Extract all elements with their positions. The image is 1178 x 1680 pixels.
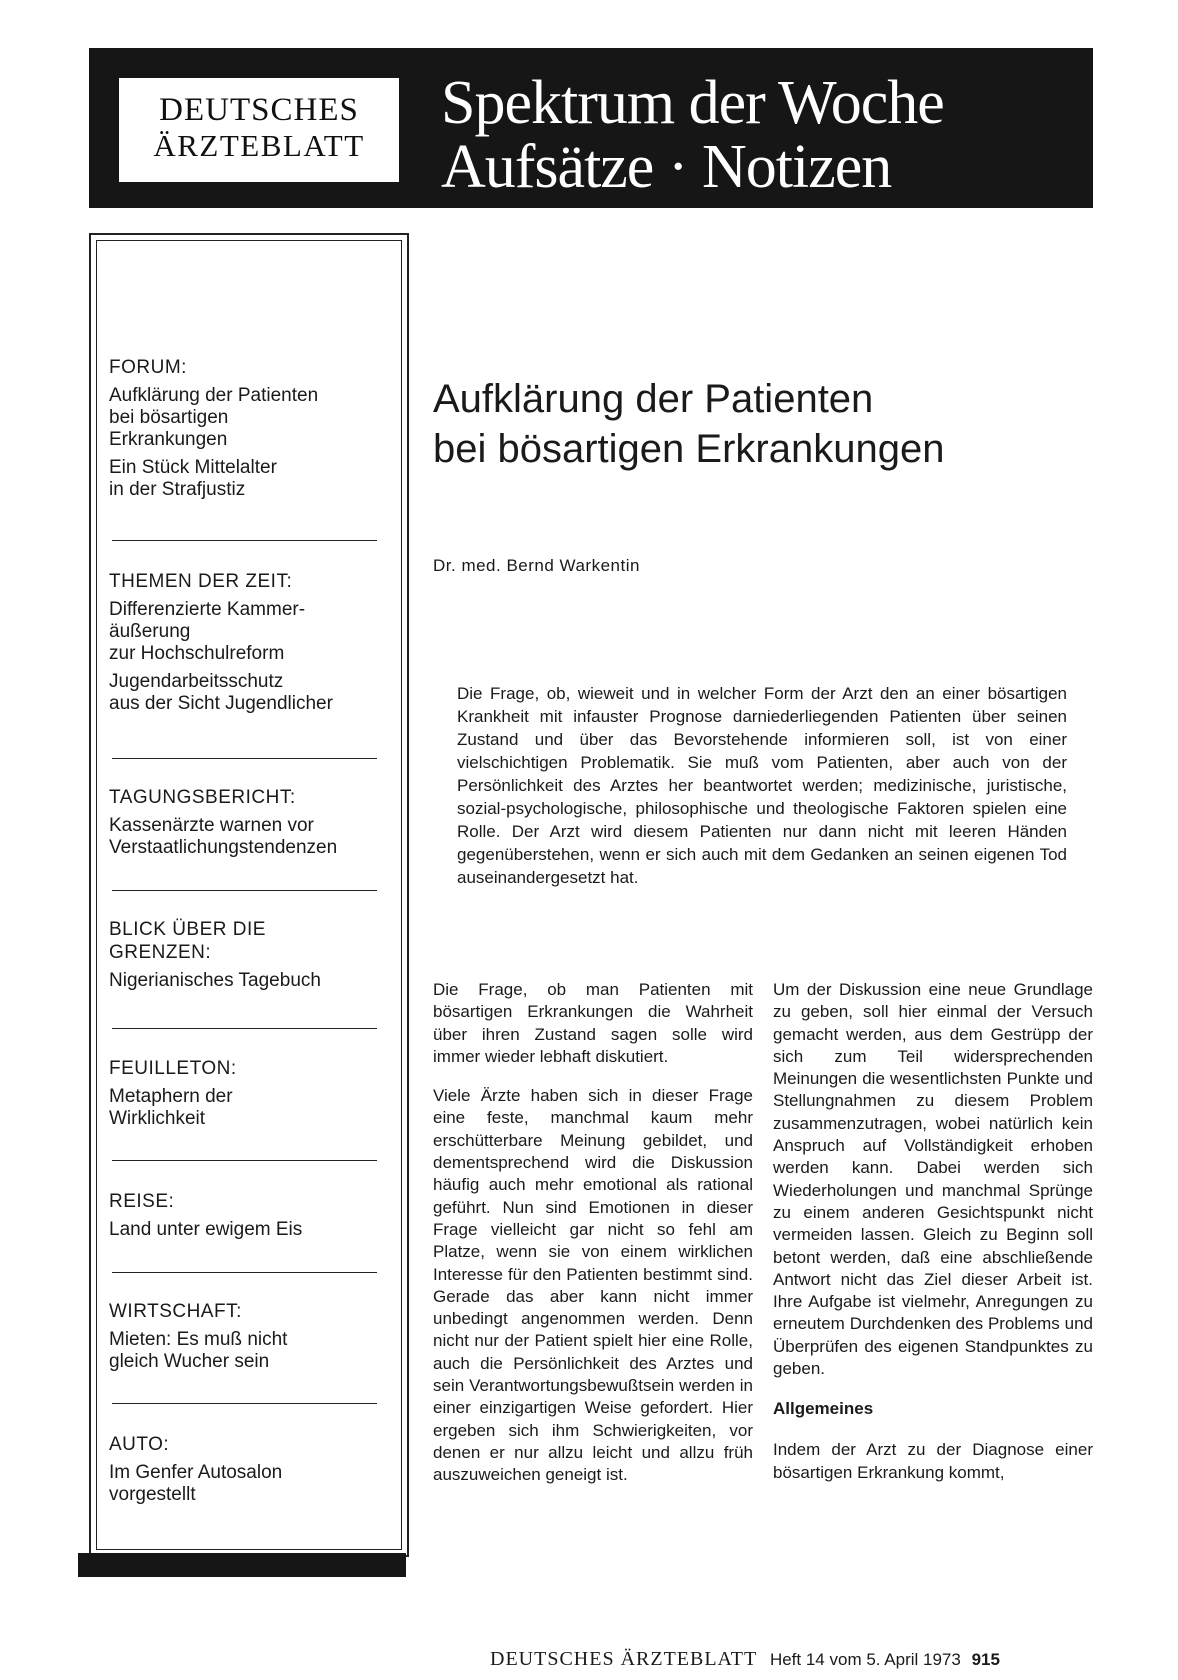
article-lead: Die Frage, ob, wieweit und in welcher Form der Arzt den an einer bösartigen Krankheit mit infauster Prognose darniederliegenden Patienten über seinen Zustand und über das Bevorstehende informieren soll, ist von einer vielschichtigen Problematik. Sie muß vom Patienten, aber auch von der Persönlichkeit des Arztes her beantwortet werden; medizinische, juristische, sozial-psychologische, philosophische und theologische Faktoren spielen eine Rolle. Der Arzt wird diesem Patienten nur dann nicht mit leeren Händen gegenüberstehen, wenn er sich auch mit dem Gedanken an seinen eigenen Tod auseinandergesetzt hat. — [457, 684, 1067, 887]
item-line: Nigerianisches Tagebuch — [109, 970, 321, 991]
logo-line-1: DEUTSCHES — [159, 92, 359, 128]
item-line: in der Strafjustiz — [109, 479, 246, 500]
section-label: BLICK ÜBER DIE GRENZEN: — [109, 919, 266, 963]
logo-line-2: ÄRZTEBLATT — [153, 128, 365, 163]
contents-item[interactable] — [109, 1219, 389, 1241]
paragraph: Viele Ärzte haben sich in dieser Frage eine feste, manchmal kaum mehr erschütterbare Meinung gebildet, und dementsprechend wird die Diskussion häufig auch mehr emotional als rational geführt. Nun sind Emotionen in dieser Frage vielleicht gar nicht so fehl am Platze, wenn sie von einem wirklichen Interesse für den Patienten bestimmt sind. Gerade das aber kann nicht immer unbedingt angenommen werden. Denn nicht nur der Patient spielt hier eine Rolle, auch die Persönlichkeit des Arztes und sein Verantwortungsbewußtsein werden in einer einzigartigen Weise gefordert. Hier ergeben sich ihm Schwierigkeiten, vor denen er nur allzu leicht und allzu früh auszuweichen geneigt ist. — [433, 1086, 753, 1485]
item-line: Land unter ewigem Eis — [109, 1219, 303, 1240]
article-column-1 — [433, 979, 753, 1504]
section-heading: Allgemeines — [773, 1399, 874, 1419]
contents-item[interactable] — [109, 1329, 389, 1373]
contents-item[interactable] — [109, 970, 389, 992]
item-line: bei bösartigen — [109, 407, 229, 428]
article-title-line-2: bei bösartigen Erkrankungen — [433, 427, 945, 471]
contents-item[interactable] — [109, 1086, 389, 1130]
masthead-title-line-2: Aufsätze · Notizen — [441, 133, 892, 201]
sidebar-section-wirtschaft — [109, 1300, 389, 1373]
section-label: TAGUNGSBERICHT: — [109, 787, 296, 808]
item-line: Mieten: Es muß nicht — [109, 1329, 288, 1350]
contents-item[interactable] — [109, 599, 389, 665]
item-line: Jugendarbeitsschutz — [109, 671, 284, 692]
masthead — [89, 48, 1093, 208]
item-line: Kassenärzte warnen vor — [109, 815, 314, 836]
section-label: THEMEN DER ZEIT: — [109, 571, 293, 592]
item-line: Im Genfer Autosalon — [109, 1462, 283, 1483]
contents-item[interactable] — [109, 671, 389, 715]
sidebar-section-auto — [109, 1433, 389, 1506]
sidebar-section-themen-der-zeit — [109, 570, 389, 715]
sidebar-divider — [112, 758, 377, 759]
section-label: FEUILLETON: — [109, 1058, 237, 1079]
footer-publication: DEUTSCHES ÄRZTEBLATT — [490, 1648, 758, 1670]
page-footer — [490, 1648, 1000, 1671]
item-line: Aufklärung der Patienten — [109, 385, 319, 406]
contents-item[interactable] — [109, 1462, 389, 1506]
item-line: aus der Sicht Jugendlicher — [109, 693, 333, 714]
sidebar-divider — [112, 1160, 377, 1161]
article-column-2 — [773, 979, 1093, 1501]
item-line: Ein Stück Mittelalter — [109, 457, 277, 478]
paragraph: Die Frage, ob man Patienten mit bösartigen Erkrankungen die Wahrheit über ihren Zustand sagen solle wird immer wieder lebhaft diskutiert. — [433, 980, 753, 1066]
sidebar-divider — [112, 540, 377, 541]
contents-item[interactable] — [109, 385, 389, 451]
sidebar-section-reise — [109, 1190, 389, 1241]
masthead-title-line-1: Spektrum der Woche — [441, 69, 944, 137]
sidebar-divider — [112, 890, 377, 891]
item-line: Metaphern der — [109, 1086, 233, 1107]
section-label: FORUM: — [109, 357, 187, 378]
sidebar-divider — [112, 1028, 377, 1029]
sidebar-section-blick-ueber-die-grenzen — [109, 918, 321, 992]
contents-item[interactable] — [109, 815, 389, 859]
section-label: REISE: — [109, 1191, 175, 1212]
item-line: vorgestellt — [109, 1484, 196, 1505]
paragraph: Indem der Arzt zu der Diagnose einer bösartigen Erkrankung kommt, — [773, 1440, 1093, 1482]
paragraph: Um der Diskussion eine neue Grundlage zu geben, soll hier einmal der Versuch gemacht werden, aus dem Gestrüpp der sich zum Teil widersprechenden Meinungen die wesentlichsten Punkte und Stellungnahmen zu diesem Problem zusammenzutragen, wobei natürlich kein Anspruch auf Vollständigkeit erhoben werden kann. Dabei werden sich Wiederholungen und manchmal Sprünge zu einem anderen Gesichtspunkt nicht vermeiden lassen. Gleich zu Beginn soll betont werden, daß eine abschließende Antwort nicht das Ziel dieser Arbeit ist. Ihre Aufgabe ist vielmehr, Anregungen zu erneutem Durchdenken des Problems und Überprüfen des eigenen Standpunktes zu geben. — [773, 980, 1093, 1379]
sidebar-section-feuilleton — [109, 1057, 389, 1130]
article-title-line-1: Aufklärung der Patienten — [433, 377, 874, 421]
section-label: WIRTSCHAFT: — [109, 1301, 242, 1322]
journal-logo — [119, 78, 399, 182]
item-line: äußerung — [109, 621, 191, 642]
item-line: Wirklichkeit — [109, 1108, 206, 1129]
item-line: gleich Wucher sein — [109, 1351, 270, 1372]
contents-item[interactable] — [109, 457, 389, 501]
sidebar-divider — [112, 1272, 377, 1273]
article-title — [433, 374, 1073, 474]
sidebar-bottom-bar — [78, 1553, 406, 1577]
sidebar-section-tagungsbericht — [109, 786, 389, 859]
sidebar-divider — [112, 1403, 377, 1404]
item-line: Erkrankungen — [109, 429, 228, 450]
footer-issue: Heft 14 vom 5. April 1973 — [769, 1650, 961, 1669]
article-author: Dr. med. Bernd Warkentin — [433, 556, 640, 575]
section-label: AUTO: — [109, 1434, 170, 1455]
item-line: Differenzierte Kammer- — [109, 599, 306, 620]
item-line: zur Hochschulreform — [109, 643, 285, 664]
page-number: 915 — [971, 1650, 1000, 1669]
item-line: Verstaatlichungstendenzen — [109, 837, 338, 858]
sidebar-section-forum — [109, 356, 389, 501]
